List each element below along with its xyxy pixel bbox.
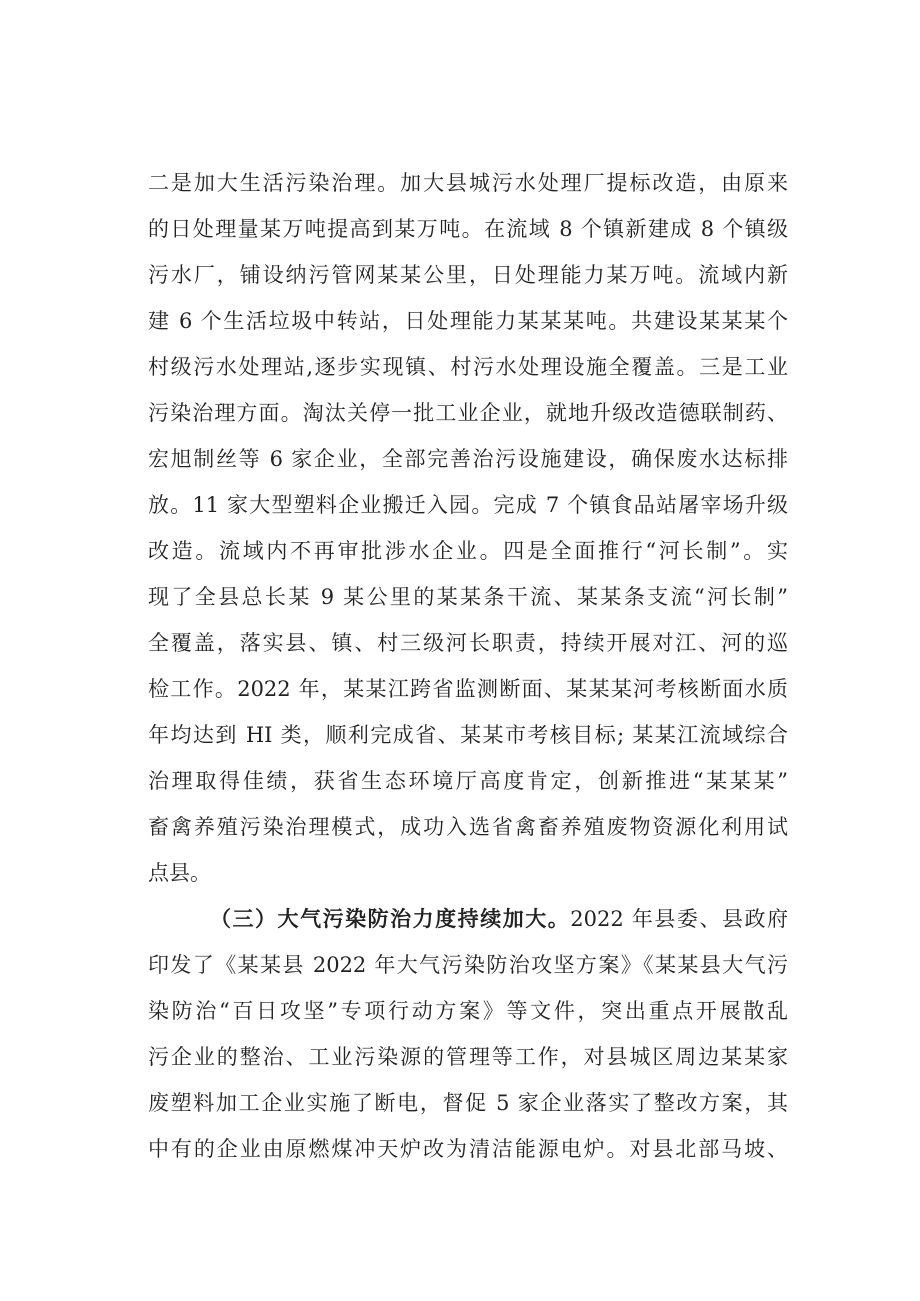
text-run: 2022 年县委、县政府 [570, 907, 788, 931]
text-line: 污染治理方面。淘汰关停一批工业企业，就地升级改造德联制药、 [148, 401, 788, 425]
text-line: 村级污水处理站,逐步实现镇、村污水处理设施全覆盖。三是工业 [148, 355, 788, 379]
text-line: 全覆盖，落实县、镇、村三级河长职责，持续开展对江、河的巡 [148, 631, 788, 655]
text-line: 印发了《某某县 2022 年大气污染防治攻坚方案》《某某县大气污 [148, 953, 788, 977]
text-line: 的日处理量某万吨提高到某万吨。在流域 8 个镇新建成 8 个镇级 [148, 217, 788, 241]
text-line: 污水厂，铺设纳污管网某某公里，日处理能力某万吨。流域内新 [148, 263, 788, 287]
section-heading: （三）大气污染防治力度持续加大。 [210, 906, 571, 931]
text-line: 改造。流域内不再审批涉水企业。四是全面推行“河长制”。实 [148, 539, 788, 563]
text-line: 染防治“百日攻坚”专项行动方案》等文件，突出重点开展散乱 [148, 999, 788, 1023]
text-line: 二是加大生活污染治理。加大县城污水处理厂提标改造，由原来 [148, 171, 788, 195]
body-text [148, 160, 788, 1172]
text-line: 畜禽养殖污染治理模式，成功入选省禽畜养殖废物资源化利用试 [148, 815, 788, 839]
text-line: 建 6 个生活垃圾中转站，日处理能力某某某吨。共建设某某某个 [148, 309, 788, 333]
paragraph-air-pollution [148, 896, 788, 1172]
text-line: 点县。 [148, 861, 211, 885]
text-line: 污企业的整治、工业污染源的管理等工作，对县城区周边某某家 [148, 1045, 788, 1069]
text-line [148, 896, 788, 942]
text-line: 中有的企业由原燃煤冲天炉改为清洁能源电炉。对县北部马坡、 [148, 1137, 788, 1161]
text-line: 废塑料加工企业实施了断电，督促 5 家企业落实了整改方案，其 [148, 1091, 788, 1115]
text-line: 检工作。2022 年，某某江跨省监测断面、某某某河考核断面水质 [148, 677, 788, 701]
text-line: 治理取得佳绩，获省生态环境厅高度肯定，创新推进“某某某” [148, 769, 788, 793]
text-line: 宏旭制丝等 6 家企业，全部完善治污设施建设，确保废水达标排 [148, 447, 788, 471]
text-line: 现了全县总长某 9 某公里的某某条干流、某某条支流“河长制” [148, 585, 788, 609]
text-line: 放。11 家大型塑料企业搬迁入园。完成 7 个镇食品站屠宰场升级 [148, 493, 788, 517]
text-line: 年均达到 HI 类，顺利完成省、某某市考核目标; 某某江流域综合 [148, 723, 788, 747]
paragraph-water-pollution [148, 160, 788, 896]
